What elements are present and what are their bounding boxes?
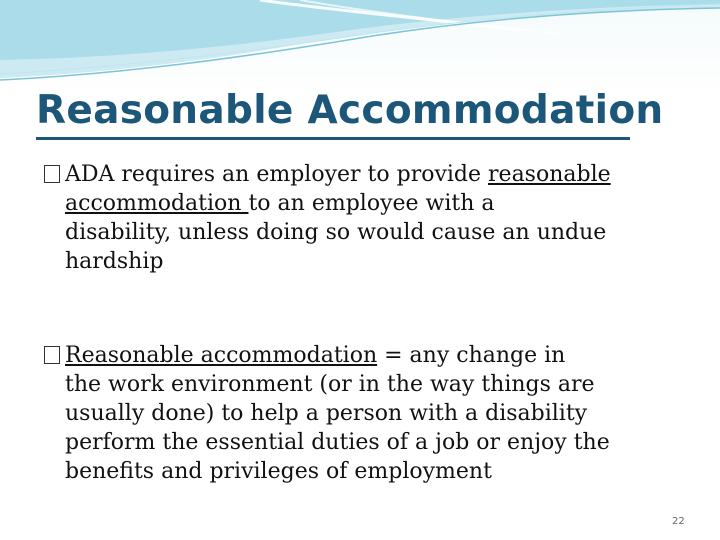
bullet-line: the work environment (or in the way things are	[65, 372, 595, 397]
bullet-text: ADA requires an employer to provide	[65, 162, 489, 187]
emphasis-text: accommodation	[65, 191, 249, 216]
box-bullet-icon	[44, 346, 60, 364]
box-bullet-icon	[44, 165, 60, 183]
bullet-definition	[44, 341, 694, 486]
bullet-line	[44, 189, 694, 218]
bullet-line: perform the essential duties of a job or enjoy the	[65, 430, 610, 455]
bullet-line: usually done) to help a person with a disability	[65, 401, 588, 426]
emphasis-text: reasonable	[488, 162, 611, 187]
slide-title: Reasonable Accommodation	[36, 88, 664, 133]
bullet-line: benefits and privileges of employment	[65, 459, 492, 484]
bullet-text: = any change in	[377, 343, 566, 368]
bullet-line	[44, 160, 694, 189]
decorative-wave-header	[0, 0, 720, 95]
bullet-text: to an employee with a	[248, 191, 495, 216]
title-underline	[36, 137, 630, 140]
bullet-line: hardship	[65, 249, 164, 274]
bullet-line: disability, unless doing so would cause an undue	[65, 220, 607, 245]
page-number: 22	[672, 516, 685, 527]
bullet-ada-requirement	[44, 160, 694, 276]
bullet-line	[44, 341, 694, 370]
emphasis-text: Reasonable accommodation	[65, 343, 378, 368]
